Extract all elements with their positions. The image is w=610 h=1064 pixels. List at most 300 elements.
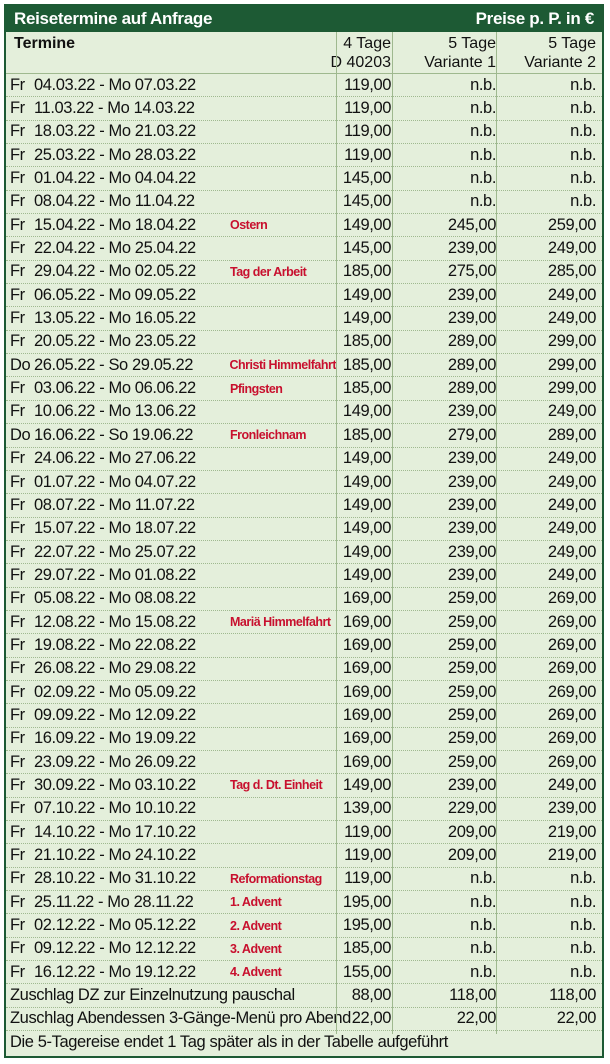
date-range: 03.06.22 - Mo 06.06.22 [34, 379, 196, 398]
price-variante-1: 239,00 [447, 285, 496, 304]
price-4-tage: 185,00 [342, 355, 391, 374]
price-variante-1: 239,00 [447, 309, 496, 328]
weekday: Fr [10, 122, 25, 141]
price-variante-1: n.b. [470, 869, 496, 888]
weekday: Fr [10, 916, 25, 935]
table-title: Reisetermine auf Anfrage [14, 9, 213, 28]
surcharge-variante-1: 22,00 [456, 1009, 496, 1028]
holiday-label: 2. Advent [230, 918, 282, 933]
price-4-tage: 149,00 [342, 285, 391, 304]
price-4-tage: 119,00 [344, 822, 391, 841]
price-4-tage: 149,00 [342, 565, 391, 584]
date-range: 09.09.22 - Mo 12.09.22 [34, 705, 196, 724]
price-variante-2: 249,00 [547, 449, 596, 468]
price-4-tage: 149,00 [342, 542, 391, 561]
price-4-tage: 119,00 [344, 99, 391, 118]
date-range: 25.11.22 - Mo 28.11.22 [34, 892, 194, 911]
table-row [6, 448, 602, 471]
date-cell [6, 402, 336, 421]
date-cell [6, 846, 336, 865]
price-variante-1: 259,00 [447, 682, 496, 701]
holiday-label: Tag der Arbeit [230, 264, 307, 279]
price-4-tage: 169,00 [342, 659, 391, 678]
price-4-tage: 119,00 [344, 122, 391, 141]
header-col-4-tage [330, 32, 391, 73]
price-4-tage: 185,00 [342, 379, 391, 398]
price-variante-2: n.b. [570, 939, 596, 958]
weekday: Fr [10, 542, 25, 561]
price-4-tage: 149,00 [342, 775, 391, 794]
price-variante-2: 285,00 [547, 262, 596, 281]
date-range: 16.09.22 - Mo 19.09.22 [34, 729, 196, 748]
table-row [6, 774, 602, 797]
table-row [6, 961, 602, 984]
price-variante-1: 259,00 [447, 589, 496, 608]
date-range: 24.06.22 - Mo 27.06.22 [34, 449, 196, 468]
date-range: 08.04.22 - Mo 11.04.22 [34, 192, 195, 211]
table-row [6, 541, 602, 564]
price-variante-1: 239,00 [447, 472, 496, 491]
price-variante-2: 249,00 [547, 519, 596, 538]
weekday: Fr [10, 799, 25, 818]
date-cell [6, 122, 336, 141]
table-row [6, 844, 602, 867]
surcharge-4-tage: 22,00 [351, 1009, 391, 1028]
weekday: Fr [10, 565, 25, 584]
price-table [4, 4, 604, 1058]
weekday: Fr [10, 682, 25, 701]
table-row [6, 424, 602, 447]
date-range: 21.10.22 - Mo 24.10.22 [34, 846, 196, 865]
table-row [6, 634, 602, 657]
date-range: 02.09.22 - Mo 05.09.22 [34, 682, 196, 701]
table-row [6, 704, 602, 727]
price-4-tage: 169,00 [342, 589, 391, 608]
weekday: Fr [10, 589, 25, 608]
table-row [6, 868, 602, 891]
date-range: 23.09.22 - Mo 26.09.22 [34, 752, 196, 771]
column-header-row [6, 32, 602, 74]
date-range: 16.12.22 - Mo 19.12.22 [34, 962, 196, 981]
table-row [6, 377, 602, 400]
price-4-tage: 149,00 [342, 402, 391, 421]
weekday: Fr [10, 822, 25, 841]
date-range: 26.05.22 - So 29.05.22 [33, 355, 194, 374]
date-cell [6, 916, 336, 935]
price-variante-2: n.b. [570, 962, 596, 981]
price-4-tage: 145,00 [342, 192, 391, 211]
holiday-label: Tag d. Dt. Einheit [230, 778, 323, 793]
price-4-tage: 185,00 [342, 939, 391, 958]
table-row [6, 144, 602, 167]
weekday: Fr [10, 869, 25, 888]
column-divider [336, 32, 337, 1034]
table-row [6, 331, 602, 354]
price-variante-2: 269,00 [547, 635, 596, 654]
price-variante-2: n.b. [570, 916, 596, 935]
table-row [6, 658, 602, 681]
price-variante-2: 299,00 [547, 379, 596, 398]
price-variante-2: 299,00 [547, 355, 596, 374]
date-cell [6, 659, 336, 678]
weekday: Fr [10, 402, 25, 421]
price-variante-2: 269,00 [547, 659, 596, 678]
price-variante-1: 275,00 [447, 262, 496, 281]
holiday-label: Mariä Himmelfahrt [230, 615, 331, 630]
price-variante-1: n.b. [470, 916, 496, 935]
date-cell [6, 146, 336, 165]
date-range: 22.04.22 - Mo 25.04.22 [34, 239, 196, 258]
date-range: 29.04.22 - Mo 02.05.22 [34, 262, 196, 281]
surcharge-row [6, 984, 602, 1007]
price-variante-1: n.b. [470, 145, 496, 164]
date-cell [6, 776, 336, 795]
header-col1-line1: 4 Tage [343, 35, 391, 52]
footer-note: Die 5-Tagereise endet 1 Tag später als in der Tabelle aufgeführt [10, 1033, 448, 1052]
price-variante-1: 259,00 [447, 729, 496, 748]
price-variante-2: n.b. [570, 892, 596, 911]
price-variante-1: 229,00 [447, 799, 496, 818]
weekday: Fr [10, 285, 25, 304]
date-range: 29.07.22 - Mo 01.08.22 [34, 565, 196, 584]
date-rows [6, 74, 602, 984]
weekday: Fr [10, 612, 25, 631]
weekday: Fr [10, 705, 25, 724]
price-variante-1: n.b. [470, 892, 496, 911]
price-variante-1: 259,00 [447, 705, 496, 724]
price-4-tage: 119,00 [344, 869, 391, 888]
date-range: 14.10.22 - Mo 17.10.22 [34, 822, 196, 841]
date-range: 10.06.22 - Mo 13.06.22 [34, 402, 196, 421]
weekday: Fr [10, 262, 25, 281]
price-variante-1: 259,00 [447, 635, 496, 654]
holiday-label: 3. Advent [230, 941, 282, 956]
date-cell [6, 823, 336, 842]
surcharge-variante-2: 22,00 [556, 1009, 596, 1028]
date-cell [6, 706, 336, 725]
price-variante-1: 239,00 [447, 565, 496, 584]
date-range: 15.07.22 - Mo 18.07.22 [34, 519, 196, 538]
header-termine: Termine [14, 35, 76, 52]
price-variante-1: 239,00 [447, 775, 496, 794]
price-variante-1: 289,00 [447, 332, 496, 351]
date-range: 12.08.22 - Mo 15.08.22 [34, 612, 196, 631]
table-row [6, 401, 602, 424]
price-4-tage: 169,00 [342, 682, 391, 701]
date-range: 05.08.22 - Mo 08.08.22 [34, 589, 196, 608]
price-variante-2: n.b. [570, 169, 596, 188]
table-row [6, 167, 602, 190]
price-4-tage: 185,00 [342, 425, 391, 444]
weekday: Fr [10, 332, 25, 351]
date-range: 19.08.22 - Mo 22.08.22 [34, 635, 196, 654]
table-row [6, 681, 602, 704]
date-range: 08.07.22 - Mo 11.07.22 [34, 495, 195, 514]
date-cell [6, 216, 336, 235]
weekday: Do [10, 355, 31, 374]
price-variante-1: n.b. [470, 99, 496, 118]
weekday: Fr [10, 379, 25, 398]
price-variante-2: 249,00 [547, 542, 596, 561]
weekday: Fr [10, 659, 25, 678]
date-cell [6, 286, 336, 305]
date-range: 07.10.22 - Mo 10.10.22 [34, 799, 196, 818]
price-variante-2: 219,00 [547, 846, 596, 865]
date-range: 16.06.22 - So 19.06.22 [34, 425, 194, 444]
header-col2-line1: 5 Tage [448, 35, 496, 52]
price-variante-2: n.b. [570, 99, 596, 118]
table-row [6, 611, 602, 634]
price-4-tage: 169,00 [342, 729, 391, 748]
table-row [6, 751, 602, 774]
date-range: 06.05.22 - Mo 09.05.22 [34, 285, 196, 304]
price-4-tage: 169,00 [342, 612, 391, 631]
table-row [6, 494, 602, 517]
date-cell [6, 449, 336, 468]
price-variante-2: 299,00 [547, 332, 596, 351]
date-range: 28.10.22 - Mo 31.10.22 [34, 869, 196, 888]
price-variante-2: 239,00 [547, 799, 596, 818]
weekday: Fr [10, 192, 25, 211]
weekday: Fr [10, 239, 25, 258]
price-variante-1: 239,00 [447, 449, 496, 468]
weekday: Fr [10, 495, 25, 514]
price-variante-1: n.b. [470, 939, 496, 958]
price-variante-1: 239,00 [447, 495, 496, 514]
price-variante-1: 245,00 [447, 215, 496, 234]
price-variante-1: 259,00 [447, 659, 496, 678]
date-cell [6, 893, 336, 912]
table-row [6, 914, 602, 937]
date-cell [6, 963, 336, 982]
date-cell [6, 729, 336, 748]
table-row [6, 471, 602, 494]
table-row [6, 97, 602, 120]
price-4-tage: 195,00 [342, 916, 391, 935]
date-cell [6, 379, 336, 398]
holiday-label: Christi Himmelfahrt [229, 358, 336, 373]
price-variante-2: 269,00 [547, 589, 596, 608]
price-variante-1: n.b. [470, 192, 496, 211]
price-4-tage: 119,00 [344, 145, 391, 164]
price-variante-2: 289,00 [547, 425, 596, 444]
date-cell [6, 613, 336, 632]
date-cell [6, 239, 336, 258]
date-range: 26.08.22 - Mo 29.08.22 [34, 659, 196, 678]
date-cell [6, 753, 336, 772]
surcharge-label: Zuschlag DZ zur Einzelnutzung pauschal [10, 986, 295, 1005]
weekday: Fr [10, 775, 25, 794]
holiday-label: Reformationstag [230, 871, 322, 886]
header-col-variante-1 [391, 32, 496, 73]
table-row [6, 518, 602, 541]
price-4-tage: 149,00 [342, 449, 391, 468]
price-variante-2: n.b. [570, 145, 596, 164]
weekday: Do [10, 425, 31, 444]
date-cell [6, 939, 336, 958]
price-4-tage: 119,00 [344, 75, 391, 94]
price-variante-1: 279,00 [447, 425, 496, 444]
table-row [6, 121, 602, 144]
price-variante-1: 239,00 [447, 239, 496, 258]
date-range: 20.05.22 - Mo 23.05.22 [34, 332, 196, 351]
holiday-label: Fronleichnam [230, 428, 306, 443]
surcharge-label: Zuschlag Abendessen 3-Gänge-Menü pro Abend [10, 1009, 351, 1028]
date-range: 22.07.22 - Mo 25.07.22 [34, 542, 196, 561]
price-variante-2: 269,00 [547, 705, 596, 724]
holiday-label: Ostern [230, 218, 268, 233]
date-cell [6, 99, 336, 118]
price-4-tage: 155,00 [342, 962, 391, 981]
weekday: Fr [10, 846, 25, 865]
price-4-tage: 169,00 [342, 705, 391, 724]
weekday: Fr [10, 169, 25, 188]
date-cell [6, 192, 336, 211]
price-variante-2: 269,00 [547, 682, 596, 701]
price-variante-2: 249,00 [547, 402, 596, 421]
weekday: Fr [10, 519, 25, 538]
date-cell [6, 519, 336, 538]
price-variante-1: 289,00 [447, 355, 496, 374]
price-variante-2: 249,00 [547, 565, 596, 584]
price-4-tage: 145,00 [342, 169, 391, 188]
surcharge-variante-1: 118,00 [449, 986, 496, 1005]
date-cell [6, 169, 336, 188]
header-col1-line2: D 40203 [330, 54, 391, 71]
price-variante-2: n.b. [570, 192, 596, 211]
table-row [6, 728, 602, 751]
table-row [6, 214, 602, 237]
table-row [6, 588, 602, 611]
date-range: 02.12.22 - Mo 05.12.22 [34, 916, 196, 935]
weekday: Fr [10, 729, 25, 748]
date-range: 04.03.22 - Mo 07.03.22 [34, 75, 196, 94]
date-cell [6, 496, 336, 515]
weekday: Fr [10, 752, 25, 771]
holiday-label: 4. Advent [230, 965, 282, 980]
table-row [6, 354, 602, 377]
price-variante-2: 249,00 [547, 775, 596, 794]
price-variante-2: 249,00 [547, 285, 596, 304]
price-variante-1: 239,00 [447, 519, 496, 538]
weekday: Fr [10, 962, 25, 981]
date-cell [6, 426, 336, 445]
price-variante-1: 239,00 [447, 402, 496, 421]
date-cell [6, 356, 336, 375]
price-variante-2: n.b. [570, 122, 596, 141]
surcharge-4-tage: 88,00 [351, 986, 391, 1005]
weekday: Fr [10, 99, 25, 118]
price-variante-1: 259,00 [447, 612, 496, 631]
price-4-tage: 145,00 [342, 239, 391, 258]
date-cell [6, 543, 336, 562]
price-variante-1: n.b. [470, 169, 496, 188]
price-variante-2: 249,00 [547, 309, 596, 328]
price-4-tage: 119,00 [344, 846, 391, 865]
date-cell [6, 636, 336, 655]
table-row [6, 891, 602, 914]
date-cell [6, 76, 336, 95]
price-4-tage: 149,00 [342, 309, 391, 328]
price-4-tage: 185,00 [342, 332, 391, 351]
price-variante-1: n.b. [470, 75, 496, 94]
price-variante-2: 259,00 [547, 215, 596, 234]
price-4-tage: 149,00 [342, 472, 391, 491]
price-4-tage: 185,00 [342, 262, 391, 281]
title-bar [6, 6, 602, 32]
price-variante-1: 209,00 [447, 846, 496, 865]
price-variante-2: n.b. [570, 869, 596, 888]
date-range: 01.04.22 - Mo 04.04.22 [34, 169, 196, 188]
date-range: 09.12.22 - Mo 12.12.22 [34, 939, 196, 958]
weekday: Fr [10, 75, 25, 94]
surcharge-rows [6, 984, 602, 1031]
price-variante-1: n.b. [470, 962, 496, 981]
date-range: 30.09.22 - Mo 03.10.22 [34, 775, 196, 794]
holiday-label: 1. Advent [230, 895, 282, 910]
price-4-tage: 149,00 [342, 519, 391, 538]
date-range: 15.04.22 - Mo 18.04.22 [34, 215, 196, 234]
header-col-variante-2 [496, 32, 598, 73]
weekday: Fr [10, 635, 25, 654]
price-variante-2: n.b. [570, 75, 596, 94]
date-range: 25.03.22 - Mo 28.03.22 [34, 145, 196, 164]
price-variante-1: 239,00 [447, 542, 496, 561]
weekday: Fr [10, 449, 25, 468]
weekday: Fr [10, 472, 25, 491]
date-cell [6, 799, 336, 818]
price-4-tage: 195,00 [342, 892, 391, 911]
date-cell [6, 309, 336, 328]
price-variante-2: 249,00 [547, 472, 596, 491]
header-col3-line2: Variante 2 [524, 54, 596, 71]
date-range: 18.03.22 - Mo 21.03.22 [34, 122, 196, 141]
date-cell [6, 683, 336, 702]
table-row [6, 307, 602, 330]
price-variante-2: 269,00 [547, 752, 596, 771]
table-row [6, 938, 602, 961]
price-4-tage: 169,00 [342, 752, 391, 771]
date-cell [6, 332, 336, 351]
price-variante-1: 209,00 [447, 822, 496, 841]
date-cell [6, 869, 336, 888]
weekday: Fr [10, 145, 25, 164]
holiday-label: Pfingsten [230, 381, 283, 396]
table-row [6, 191, 602, 214]
price-4-tage: 149,00 [342, 215, 391, 234]
table-row [6, 821, 602, 844]
price-variante-1: n.b. [470, 122, 496, 141]
weekday: Fr [10, 309, 25, 328]
price-variante-2: 249,00 [547, 495, 596, 514]
price-4-tage: 169,00 [342, 635, 391, 654]
weekday: Fr [10, 215, 25, 234]
price-variante-2: 219,00 [547, 822, 596, 841]
price-4-tage: 149,00 [342, 495, 391, 514]
surcharge-row [6, 1008, 602, 1031]
price-variante-1: 259,00 [447, 752, 496, 771]
date-range: 13.05.22 - Mo 16.05.22 [34, 309, 196, 328]
weekday: Fr [10, 892, 25, 911]
prices-note: Preise p. P. in € [475, 9, 594, 28]
table-row [6, 261, 602, 284]
column-divider [392, 32, 393, 1034]
table-row [6, 237, 602, 260]
price-variante-2: 269,00 [547, 612, 596, 631]
date-cell [6, 566, 336, 585]
price-4-tage: 139,00 [342, 799, 391, 818]
surcharge-variante-2: 118,00 [549, 986, 596, 1005]
